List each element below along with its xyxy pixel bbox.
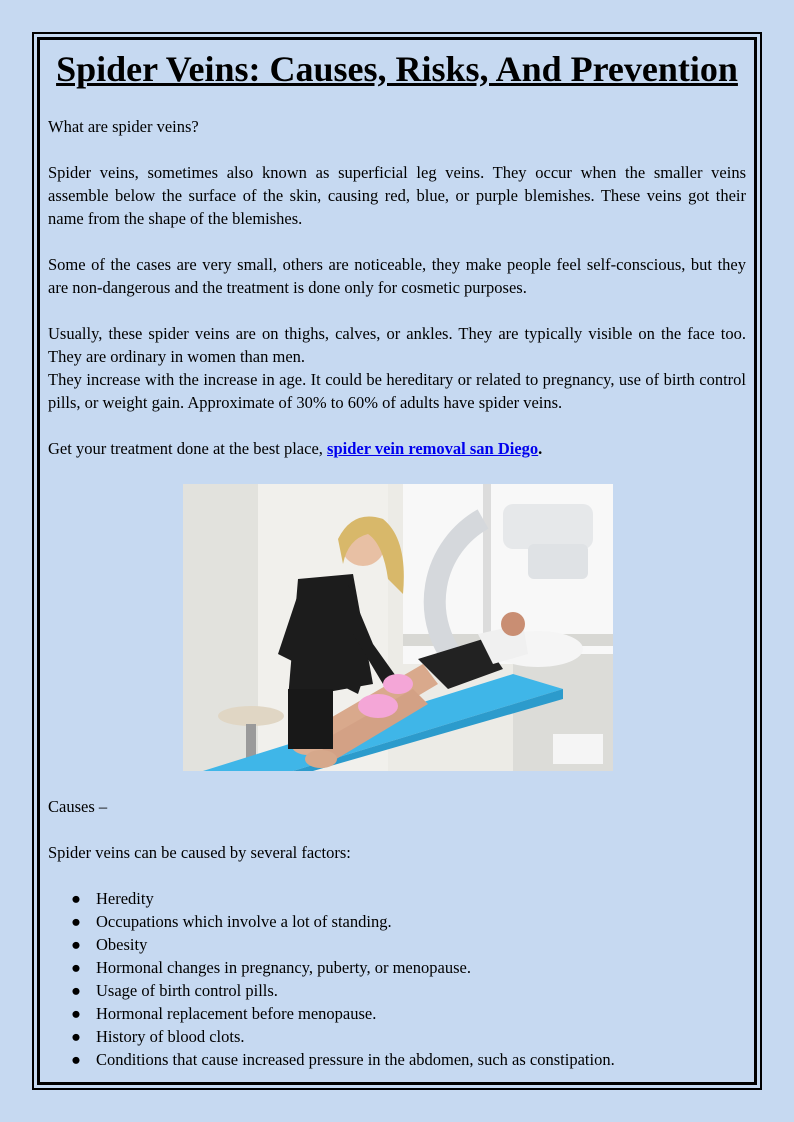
list-item xyxy=(48,1048,746,1071)
causes-list xyxy=(48,887,746,1071)
list-item-text: Usage of birth control pills. xyxy=(96,981,278,1000)
intro-question: What are spider veins? xyxy=(48,117,199,136)
causes-lead: Spider veins can be caused by several factors: xyxy=(48,843,351,862)
list-item xyxy=(48,910,746,933)
list-item-text: Conditions that cause increased pressure in the abdomen, such as constipation. xyxy=(96,1050,615,1069)
intro-section xyxy=(48,115,746,483)
causes-heading: Causes – xyxy=(48,797,108,816)
bullet-icon: ● xyxy=(71,1004,81,1023)
intro-paragraph-3b: They increase with the increase in age. It could be hereditary or related to pregnancy, use of birth control pills, or weight gain. Approximate of 30% to 60% of adults have spider veins. xyxy=(48,370,746,412)
bullet-icon: ● xyxy=(71,912,81,931)
bullet-icon: ● xyxy=(71,981,81,1000)
intro-paragraph-2: Some of the cases are very small, others are noticeable, they make people feel self-conscious, but they are non-dangerous and the treatment is done only for cosmetic purposes. xyxy=(48,255,746,297)
list-item-text: Heredity xyxy=(96,889,154,908)
bullet-icon: ● xyxy=(71,889,81,908)
list-item xyxy=(48,1025,746,1048)
bullet-icon: ● xyxy=(71,1050,81,1069)
bullet-icon: ● xyxy=(71,1027,81,1046)
list-item-text: History of blood clots. xyxy=(96,1027,245,1046)
causes-section xyxy=(48,795,746,1071)
cta-text: Get your treatment done at the best place, xyxy=(48,439,328,458)
list-item xyxy=(48,933,746,956)
bullet-icon: ● xyxy=(71,935,81,954)
cta-paragraph xyxy=(48,437,746,460)
intro-paragraph-3a: Usually, these spider veins are on thighs, calves, or ankles. They are typically visible on the face too. They are ordinary in women than men. xyxy=(48,324,746,366)
list-item xyxy=(48,887,746,910)
bullet-icon: ● xyxy=(71,958,81,977)
list-item xyxy=(48,979,746,1002)
list-item-text: Obesity xyxy=(96,935,148,954)
spider-vein-removal-link[interactable]: spider vein removal san Diego xyxy=(327,439,539,458)
page-title: Spider Veins: Causes, Risks, And Prevention xyxy=(56,49,738,89)
list-item-text: Occupations which involve a lot of standing. xyxy=(96,912,392,931)
treatment-photo xyxy=(183,484,613,771)
list-item-text: Hormonal changes in pregnancy, puberty, or menopause. xyxy=(96,958,471,977)
list-item-text: Hormonal replacement before menopause. xyxy=(96,1004,377,1023)
list-item xyxy=(48,1002,746,1025)
intro-paragraph-1: Spider veins, sometimes also known as superficial leg veins. They occur when the smaller veins assemble below the surface of the skin, causing red, blue, or purple blemishes. These veins got their name from the shape of the blemishes. xyxy=(48,163,746,228)
cta-end: . xyxy=(538,439,543,458)
list-item xyxy=(48,956,746,979)
